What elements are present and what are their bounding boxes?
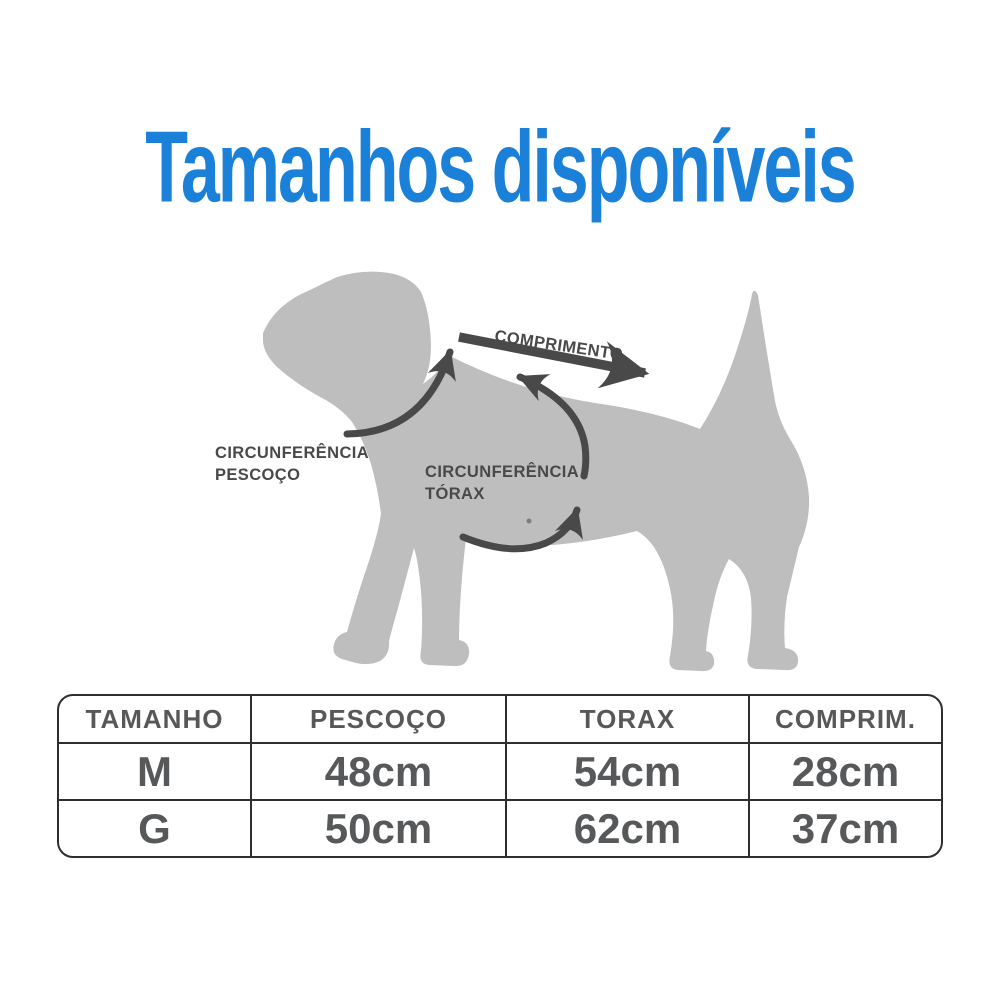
- header-cell-tamanho: TAMANHO: [85, 703, 224, 734]
- row-m-chest: 54cm: [505, 742, 748, 799]
- length-label: COMPRIMENTO: [493, 327, 625, 365]
- page-title: Tamanhos disponíveis: [145, 110, 855, 224]
- header-cell-pescoco: PESCOÇO: [250, 696, 505, 742]
- row-m-length: 28cm: [748, 742, 941, 799]
- row-g-neck: 50cm: [250, 799, 505, 856]
- belly-dot: [527, 519, 532, 524]
- chest-label-line2: TÓRAX: [425, 485, 485, 503]
- neck-label-line2: PESCOÇO: [215, 466, 301, 484]
- header-cell-comprimento: COMPRIM.: [748, 696, 941, 742]
- row-m-size: M: [59, 742, 250, 799]
- row-g-size: G: [59, 799, 250, 856]
- header-cell-torax: TORAX: [505, 696, 748, 742]
- neck-label-line1: CIRCUNFERÊNCIA: [215, 444, 370, 462]
- size-table: [57, 694, 943, 858]
- row-g-chest: 62cm: [505, 799, 748, 856]
- row-m-neck: 48cm: [250, 742, 505, 799]
- chest-label-line1: CIRCUNFERÊNCIA: [425, 463, 580, 481]
- row-g-length: 37cm: [748, 799, 941, 856]
